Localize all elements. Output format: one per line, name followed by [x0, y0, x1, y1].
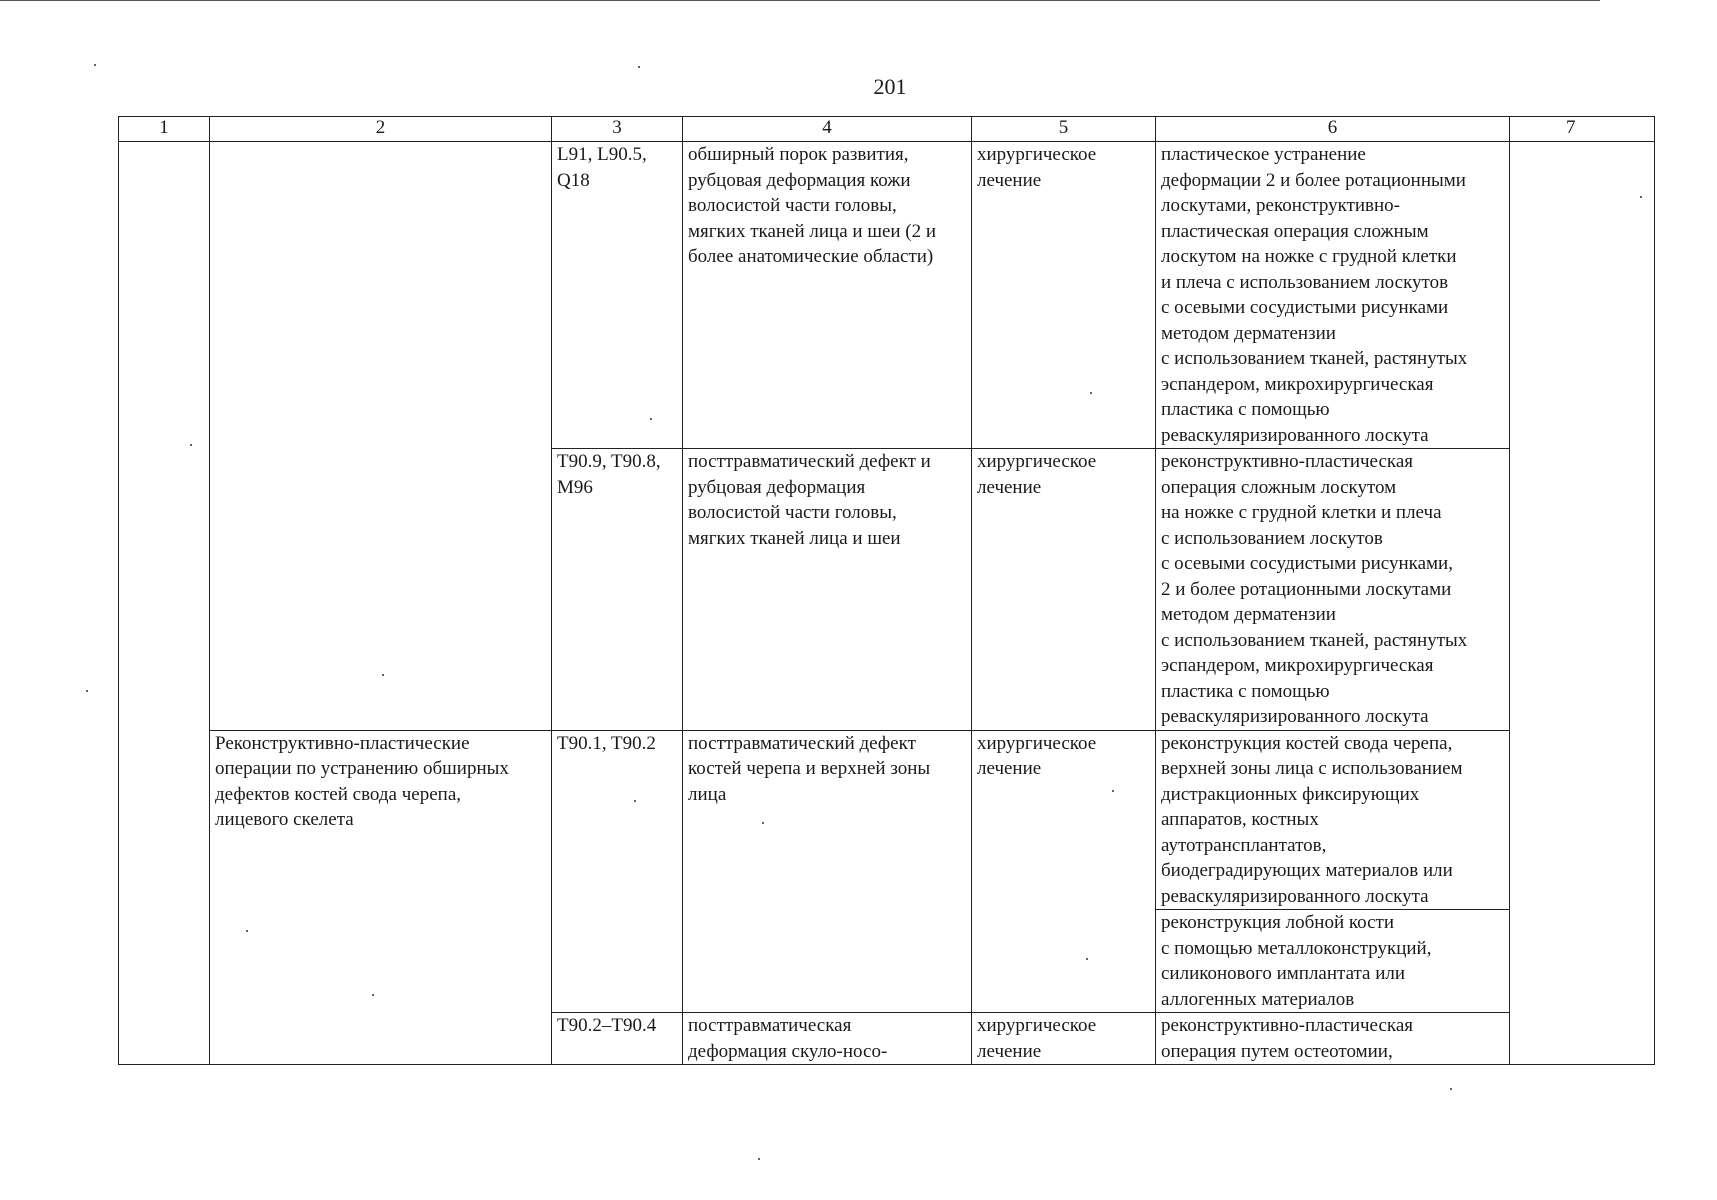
col2-cell [210, 142, 552, 731]
scan-speck [86, 690, 88, 692]
scan-speck [372, 994, 374, 996]
scan-speck [650, 418, 652, 420]
scan-speck [1086, 958, 1088, 960]
scan-speck [1450, 1088, 1452, 1090]
diagnosis-cell: посттравматический дефект и рубцовая деформация волосистой части головы, мягких тканей лица и шеи [683, 449, 972, 731]
header-cell: 7 [1510, 117, 1655, 142]
top-border-line [0, 0, 1600, 1]
col1-cell [119, 142, 210, 1065]
header-cell: 4 [683, 117, 972, 142]
method-cell: пластическое устранение деформации 2 и более ротационными лоскутами, реконструктивно- пластическая операция сложным лоскутом на ножке с грудной клетки и плеча с использованием лоскутов с осевыми сосудистыми рисунками методом дерматензии с использованием тканей, растянутых эспандером, микрохирургическая пластика с помощью реваскуляризированного лоскута [1156, 142, 1510, 449]
scan-speck [94, 64, 96, 66]
table-row [119, 730, 1655, 910]
header-cell: 2 [210, 117, 552, 142]
method-cell: реконструкция лобной кости с помощью металлоконструкций, силиконового имплантата или аллогенных материалов [1156, 910, 1510, 1013]
page-number: 201 [873, 74, 907, 99]
treatment-type-cell: хирургическое лечение [972, 449, 1156, 731]
method-cell: реконструктивно-пластическая операция путем остеотомии, [1156, 1013, 1510, 1065]
scan-speck [638, 66, 640, 68]
icd-codes-cell: L91, L90.5, Q18 [552, 142, 683, 449]
scan-speck [1112, 790, 1114, 792]
diagnosis-cell: посттравматическая деформация скуло-носо- [683, 1013, 972, 1065]
icd-codes-cell: T90.2–T90.4 [552, 1013, 683, 1065]
scan-speck [1090, 392, 1092, 394]
scan-speck [1640, 196, 1642, 198]
scan-speck [246, 930, 248, 932]
procedures-table [118, 116, 1655, 1065]
header-cell: 1 [119, 117, 210, 142]
scan-speck [190, 444, 192, 446]
scan-speck [762, 822, 764, 824]
icd-codes-cell: T90.1, T90.2 [552, 730, 683, 1013]
scan-speck [634, 800, 636, 802]
scan-speck [382, 674, 384, 676]
table-row [119, 142, 1655, 449]
header-cell: 3 [552, 117, 683, 142]
header-cell: 5 [972, 117, 1156, 142]
scan-speck [758, 1158, 760, 1160]
diagnosis-cell: посттравматический дефект костей черепа и верхней зоны лица [683, 730, 972, 1013]
treatment-type-cell: хирургическое лечение [972, 142, 1156, 449]
diagnosis-cell: обширный порок развития, рубцовая деформация кожи волосистой части головы, мягких тканей лица и шеи (2 и более анатомические области) [683, 142, 972, 449]
col7-cell [1510, 142, 1655, 1065]
icd-codes-cell: T90.9, T90.8, M96 [552, 449, 683, 731]
procedure-group-cell: Реконструктивно-пластические операции по устранению обширных дефектов костей свода черепа, лицевого скелета [210, 730, 552, 1065]
header-cell: 6 [1156, 117, 1510, 142]
method-cell: реконструкция костей свода черепа, верхней зоны лица с использованием дистракционных фиксирующих аппаратов, костных аутотрансплантатов, биодеградирующих материалов или реваскуляризированного лоскута [1156, 730, 1510, 910]
table-header-row [119, 117, 1655, 142]
method-cell: реконструктивно-пластическая операция сложным лоскутом на ножке с грудной клетки и плеча с использованием лоскутов с осевыми сосудистыми рисунками, 2 и более ротационными лоскутами методом дерматензии с использованием тканей, растянутых эспандером, микрохирургическая пластика с помощью реваскуляризированного лоскута [1156, 449, 1510, 731]
treatment-type-cell: хирургическое лечение [972, 730, 1156, 1013]
treatment-type-cell: хирургическое лечение [972, 1013, 1156, 1065]
